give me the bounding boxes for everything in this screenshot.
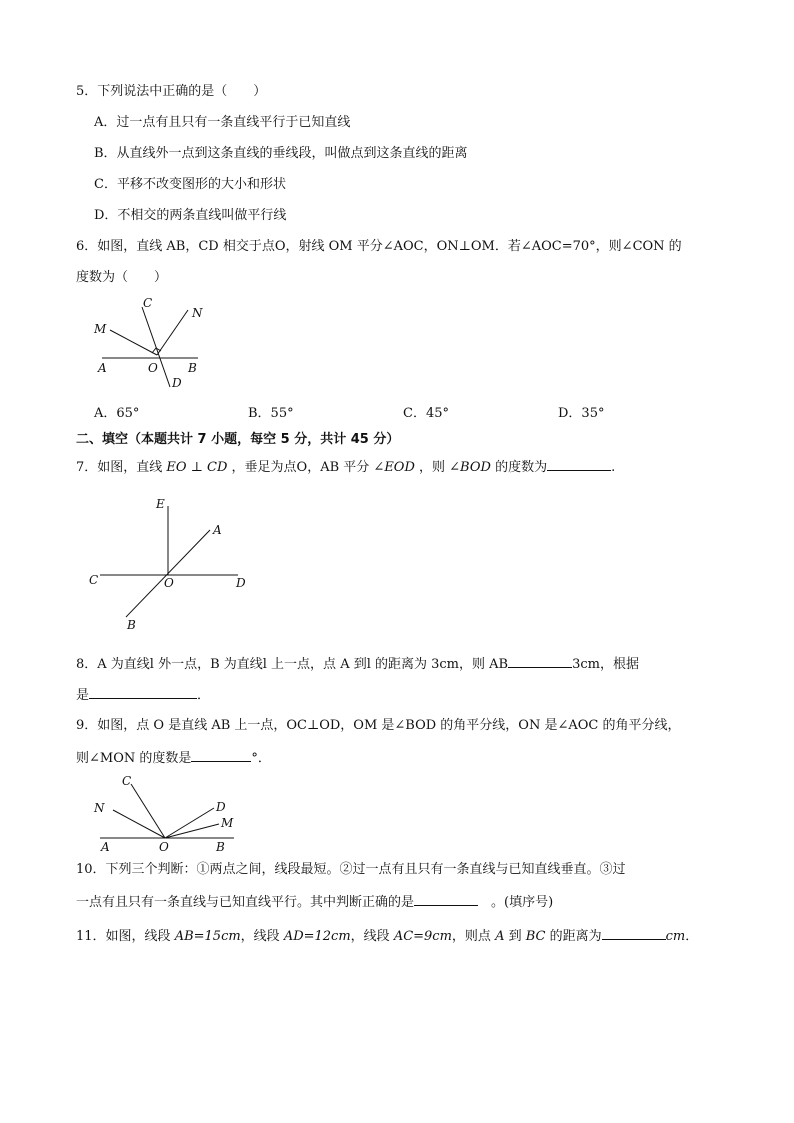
q9-line2-post: °．	[251, 751, 271, 766]
q11-end: ．	[685, 929, 699, 944]
q6-label-m: M	[94, 322, 107, 336]
q8-answer-blank-2[interactable]	[89, 686, 197, 699]
q11-mid3: ，则点	[451, 929, 496, 944]
q9-figure	[88, 772, 248, 854]
q8-line2	[76, 686, 210, 704]
q6-choice-d: D．35°	[558, 406, 605, 421]
q11-ab: AB=15cm	[174, 929, 241, 944]
q5-option-a: A．过一点有且只有一条直线平行于已知直线	[94, 115, 351, 130]
q6-label-a: A	[98, 361, 107, 375]
q9-label-a: A	[101, 840, 110, 854]
q9-label-m: M	[221, 816, 234, 830]
q11-stem	[76, 927, 698, 945]
q7-mid1: ，垂足为点O，AB 平分	[227, 460, 374, 475]
q6-label-o: O	[148, 361, 158, 375]
q8-line1-pre: 8．A 为直线l 外一点，B 为直线l 上一点，点 A 到l 的距离为 3cm，则 AB	[76, 657, 509, 672]
q6-stem-line2: 度数为（ ）	[76, 270, 168, 285]
q7-label-d: D	[236, 576, 246, 590]
q9-answer-blank[interactable]	[191, 749, 251, 762]
q11-ac: AC=9cm	[393, 929, 452, 944]
q10-line2	[76, 893, 553, 911]
q9-line1: 9．如图，点 O 是直线 AB 上一点，OC⊥OD，OM 是∠BOD 的角平分线，ON 是∠AOC 的角平分线，	[76, 718, 681, 733]
q10-line2-pre: 一点有且只有一条直线与已知直线平行。其中判断正确的是	[76, 895, 415, 910]
q11-bc: BC	[525, 929, 546, 944]
q7-math-angle-eod: ∠EOD	[373, 460, 415, 475]
q6-label-b: B	[188, 361, 197, 375]
q5-option-d: D．不相交的两条直线叫做平行线	[94, 208, 287, 223]
q9-line2-pre: 则∠MON 的度数是	[76, 751, 192, 766]
q7-answer-blank[interactable]	[547, 458, 611, 471]
q9-label-c: C	[122, 774, 132, 788]
q8-line2-pre: 是	[76, 688, 90, 703]
q9-label-n: N	[94, 801, 105, 815]
q6-figure	[90, 295, 210, 395]
q11-ad: AD=12cm	[283, 929, 351, 944]
q10-line1: 10．下列三个判断：①两点之间，线段最短。②过一点有且只有一条直线与已知直线垂直。③过	[76, 862, 626, 877]
q11-mid2: ，线段	[350, 929, 394, 944]
q7-post: 的度数为	[490, 460, 548, 475]
q7-mid2: ，则	[414, 460, 450, 475]
section-2-title: 二、填空（本题共计 7 小题，每空 5 分，共计 45 分）	[76, 432, 400, 447]
q9-label-o: O	[159, 840, 169, 854]
q7-end: .	[611, 460, 616, 475]
q5-option-c: C．平移不改变图形的大小和形状	[94, 177, 286, 192]
q7-label-e: E	[156, 497, 165, 511]
q8-line1-post: 3cm，根据	[572, 657, 639, 672]
q6-choice-c: C．45°	[403, 406, 449, 421]
q7-label-c: C	[89, 573, 99, 587]
q6-label-d: D	[172, 376, 182, 390]
q11-answer-blank[interactable]	[602, 927, 666, 940]
q11-mid4: 到	[504, 929, 526, 944]
q5-stem: 5．下列说法中正确的是（ ）	[76, 84, 267, 99]
q6-stem-line1: 6．如图，直线 AB，CD 相交于点O，射线 OM 平分∠AOC，ON⊥OM．若∠AOC=70°，则∠CON 的	[76, 239, 682, 254]
q10-answer-blank[interactable]	[414, 893, 478, 906]
q7-label-a: A	[213, 523, 222, 537]
q8-line1	[76, 655, 639, 673]
q6-choice-b: B．55°	[248, 406, 294, 421]
q11-pre: 11．如图，线段	[76, 929, 175, 944]
q8-line2-post: ．	[197, 688, 211, 703]
q5-option-b: B．从直线外一点到这条直线的垂线段，叫做点到这条直线的距离	[94, 146, 468, 161]
q10-line2-post: 。(填序号)	[478, 895, 554, 910]
q7-stem	[76, 458, 615, 476]
q9-line2	[76, 749, 271, 767]
q7-figure	[86, 492, 256, 637]
q9-label-d: D	[216, 800, 226, 814]
q6-label-c: C	[143, 296, 153, 310]
q11-mid1: ，线段	[240, 929, 284, 944]
q7-label-b: B	[127, 618, 136, 632]
q9-label-b: B	[216, 840, 225, 854]
q7-math-eo-perp-cd: EO ⊥ CD	[166, 460, 228, 475]
q6-choice-a: A．65°	[94, 406, 140, 421]
q8-answer-blank-1[interactable]	[508, 655, 572, 668]
q11-point-a: A	[495, 929, 505, 944]
q6-label-n: N	[192, 306, 203, 320]
q11-unit: cm	[665, 929, 686, 944]
q7-pre: 7．如图，直线	[76, 460, 167, 475]
q7-math-angle-bod: ∠BOD	[449, 460, 491, 475]
q7-label-o: O	[164, 576, 174, 590]
q11-mid5: 的距离为	[545, 929, 602, 944]
